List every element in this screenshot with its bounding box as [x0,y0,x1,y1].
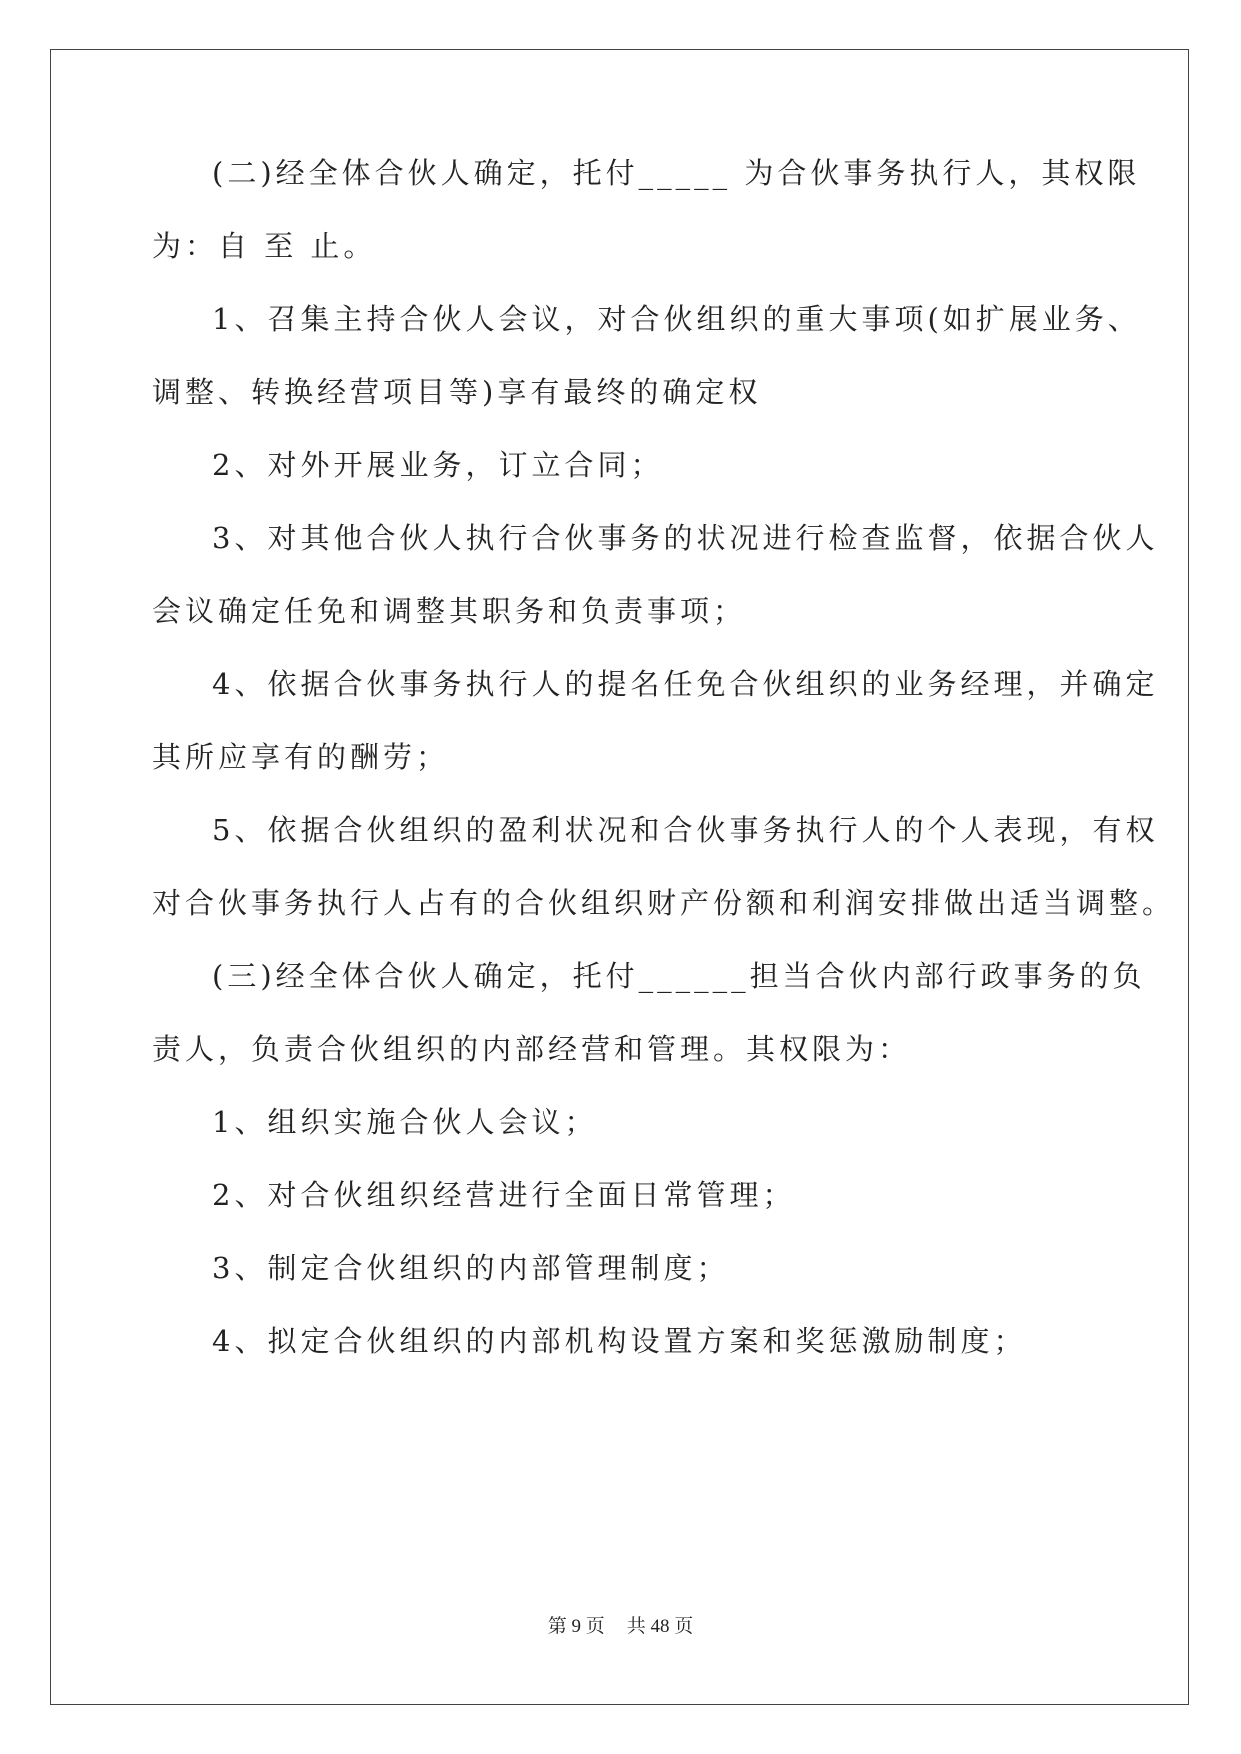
paragraph-line: 5、依据合伙组织的盈利状况和合伙事务执行人的个人表现，有权 [212,813,1159,847]
paragraph-line: 对合伙事务执行人占有的合伙组织财产份额和利润安排做出适当调整。 [152,886,1176,920]
paragraph-line: 会议确定任免和调整其职务和负责事项； [152,594,747,628]
paragraph-line: 2、对外开展业务，订立合同； [212,448,664,482]
paragraph-line: 3、制定合伙组织的内部管理制度； [212,1251,730,1285]
paragraph-line: 其所应享有的酬劳； [152,740,450,774]
paragraph-line: 1、组织实施合伙人会议； [212,1105,598,1139]
paragraph-line: 4、依据合伙事务执行人的提名任免合伙组织的业务经理，并确定 [212,667,1159,701]
paragraph-line: 3、对其他合伙人执行合伙事务的状况进行检查监督，依据合伙人 [212,521,1159,555]
paragraph-line: 为：自 至 止。 [152,229,377,263]
paragraph-line: (三)经全体合伙人确定，托付______担当合伙内部行政事务的负 [212,959,1146,993]
page-border [50,49,1189,1705]
paragraph-line: 2、对合伙组织经营进行全面日常管理； [212,1178,796,1212]
paragraph-line: 调整、转换经营项目等)享有最终的确定权 [152,375,762,409]
paragraph-line: 1、召集主持合伙人会议，对合伙组织的重大事项(如扩展业务、 [212,302,1141,336]
paragraph-line: 4、拟定合伙组织的内部机构设置方案和奖惩激励制度； [212,1324,1027,1358]
page-number: 第 9 页 [547,1616,605,1637]
page-total: 共 48 页 [626,1616,694,1637]
page-footer [0,1611,1241,1638]
paragraph-line: (二)经全体合伙人确定，托付_____ 为合伙事务执行人，其权限 [212,156,1141,190]
paragraph-line: 责人，负责合伙组织的内部经营和管理。其权限为： [152,1032,912,1066]
